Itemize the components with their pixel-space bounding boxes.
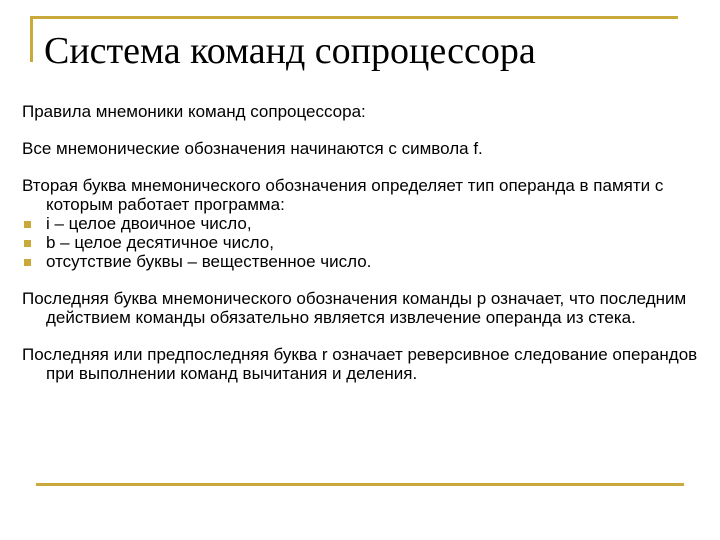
rule-last-letter-p: Последняя буква мнемонического обозначения команды p означает, что последним действием команды обязательно является извлечение операнда из стека.	[22, 289, 687, 327]
list-item-text: i – целое двоичное число,	[46, 214, 252, 233]
list-item-text: отсутствие буквы – вещественное число.	[46, 252, 372, 271]
square-bullet-icon	[24, 240, 31, 247]
list-item	[22, 252, 702, 271]
slide-title: Система команд сопроцессора	[44, 30, 536, 72]
slide-content	[22, 102, 702, 401]
square-bullet-icon	[24, 221, 31, 228]
slide-frame-top-line	[30, 16, 678, 19]
list-item	[22, 214, 702, 233]
operand-type-list	[22, 214, 702, 271]
slide-frame-left-line	[30, 16, 33, 62]
rule-prefix-f: Все мнемонические обозначения начинаются с символа f.	[22, 139, 483, 158]
rule-letter-r: Последняя или предпоследняя буква r означает реверсивное следование операндов при выполнении команд вычитания и деления.	[22, 345, 698, 383]
list-item-text: b – целое десятичное число,	[46, 233, 274, 252]
list-item	[22, 233, 702, 252]
intro-text: Правила мнемоники команд сопроцессора:	[22, 102, 366, 121]
rule-second-letter: Вторая буква мнемонического обозначения определяет тип операнда в памяти с которым работает программа:	[22, 176, 664, 214]
square-bullet-icon	[24, 259, 31, 266]
slide-frame-bottom-line	[36, 483, 684, 486]
